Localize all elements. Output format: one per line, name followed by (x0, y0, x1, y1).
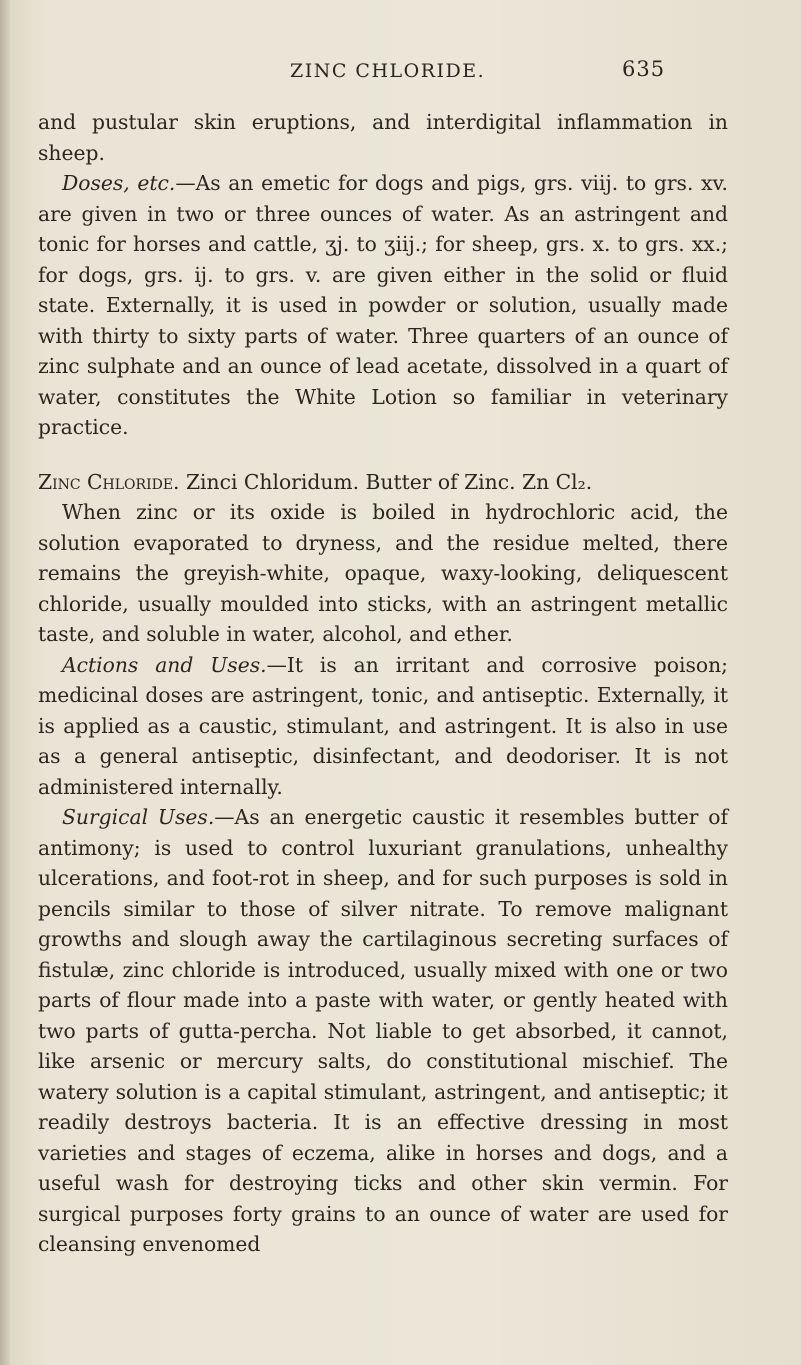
section-heading: Zinc Chloride. (38, 469, 180, 494)
description-paragraph (38, 497, 728, 650)
page-header (0, 57, 801, 90)
section-synonyms: Zinci Chloridum. Butter of Zinc. Zn Cl₂. (185, 469, 593, 494)
surgical-paragraph (38, 802, 728, 1260)
zinc-chloride-heading-paragraph (38, 467, 728, 498)
continued-text: and pustular skin eruptions, and interdigital inflammation in sheep. (38, 110, 728, 165)
page-number: 635 (622, 57, 666, 81)
description-text: When zinc or its oxide is boiled in hydrochloric acid, the solution evaporated to dryness, and the residue melted, there remains the greyish-white, opaque, waxy-looking, deliquescent chloride, usually moulded into sticks, with an astringent metallic taste, and soluble in water, alcohol, and ether. (38, 500, 728, 646)
doses-paragraph (38, 168, 728, 443)
actions-title: Actions and Uses. (62, 652, 267, 677)
page-edge-shadow (0, 0, 10, 1365)
surgical-text: —As an energetic caustic it resembles butter of antimony; is used to control luxuriant granulations, unhealthy ulcerations, and foot-rot in sheep, and for such purposes is sold in pencils similar to those of silver nitrate. To remove malignant growths and slough away the cartilaginous secreting surfaces of fistulæ, zinc chloride is introduced, usually mixed with one or two parts of flour made into a paste with water, or gently heated with two parts of gutta-percha. Not liable to get absorbed, it cannot, like arsenic or mercury salts, do constitutional mischief. The watery solution is a capital stimulant, astringent, and antiseptic; it readily destroys bacteria. It is an effective dressing in most varieties and stages of eczema, alike in horses and dogs, and a useful wash for destroying ticks and other skin vermin. For surgical purposes forty grains to an ounce of water are used for cleansing envenomed (38, 805, 728, 1256)
doses-text: —As an emetic for dogs and pigs, grs. viij. to grs. xv. are given in two or three ounces of water. As an astringent and tonic for horses and cattle, ʒj. to ʒiij.; for sheep, grs. x. to grs. xx.; for dogs, grs. ij. to grs. v. are given either in the solid or fluid state. Externally, it is used in powder or solution, usually made with thirty to sixty parts of water. Three quarters of an ounce of zinc sulphate and an ounce of lead acetate, dissolved in a quart of water, constitutes the White Lotion so familiar in veterinary practice. (38, 171, 728, 439)
actions-paragraph (38, 650, 728, 803)
doses-title: Doses, etc. (62, 171, 176, 195)
running-head: ZINC CHLORIDE. (290, 60, 486, 82)
page-body (38, 107, 728, 1260)
actions-text: —It is an irritant and corrosive poison; medicinal doses are astringent, tonic, and antiseptic. Externally, it is applied as a caustic, stimulant, and astringent. It is also in use as a general antiseptic, disinfectant, and deodoriser. It is not administered internally. (38, 652, 728, 799)
continued-paragraph (38, 107, 728, 168)
surgical-title: Surgical Uses. (62, 805, 215, 829)
